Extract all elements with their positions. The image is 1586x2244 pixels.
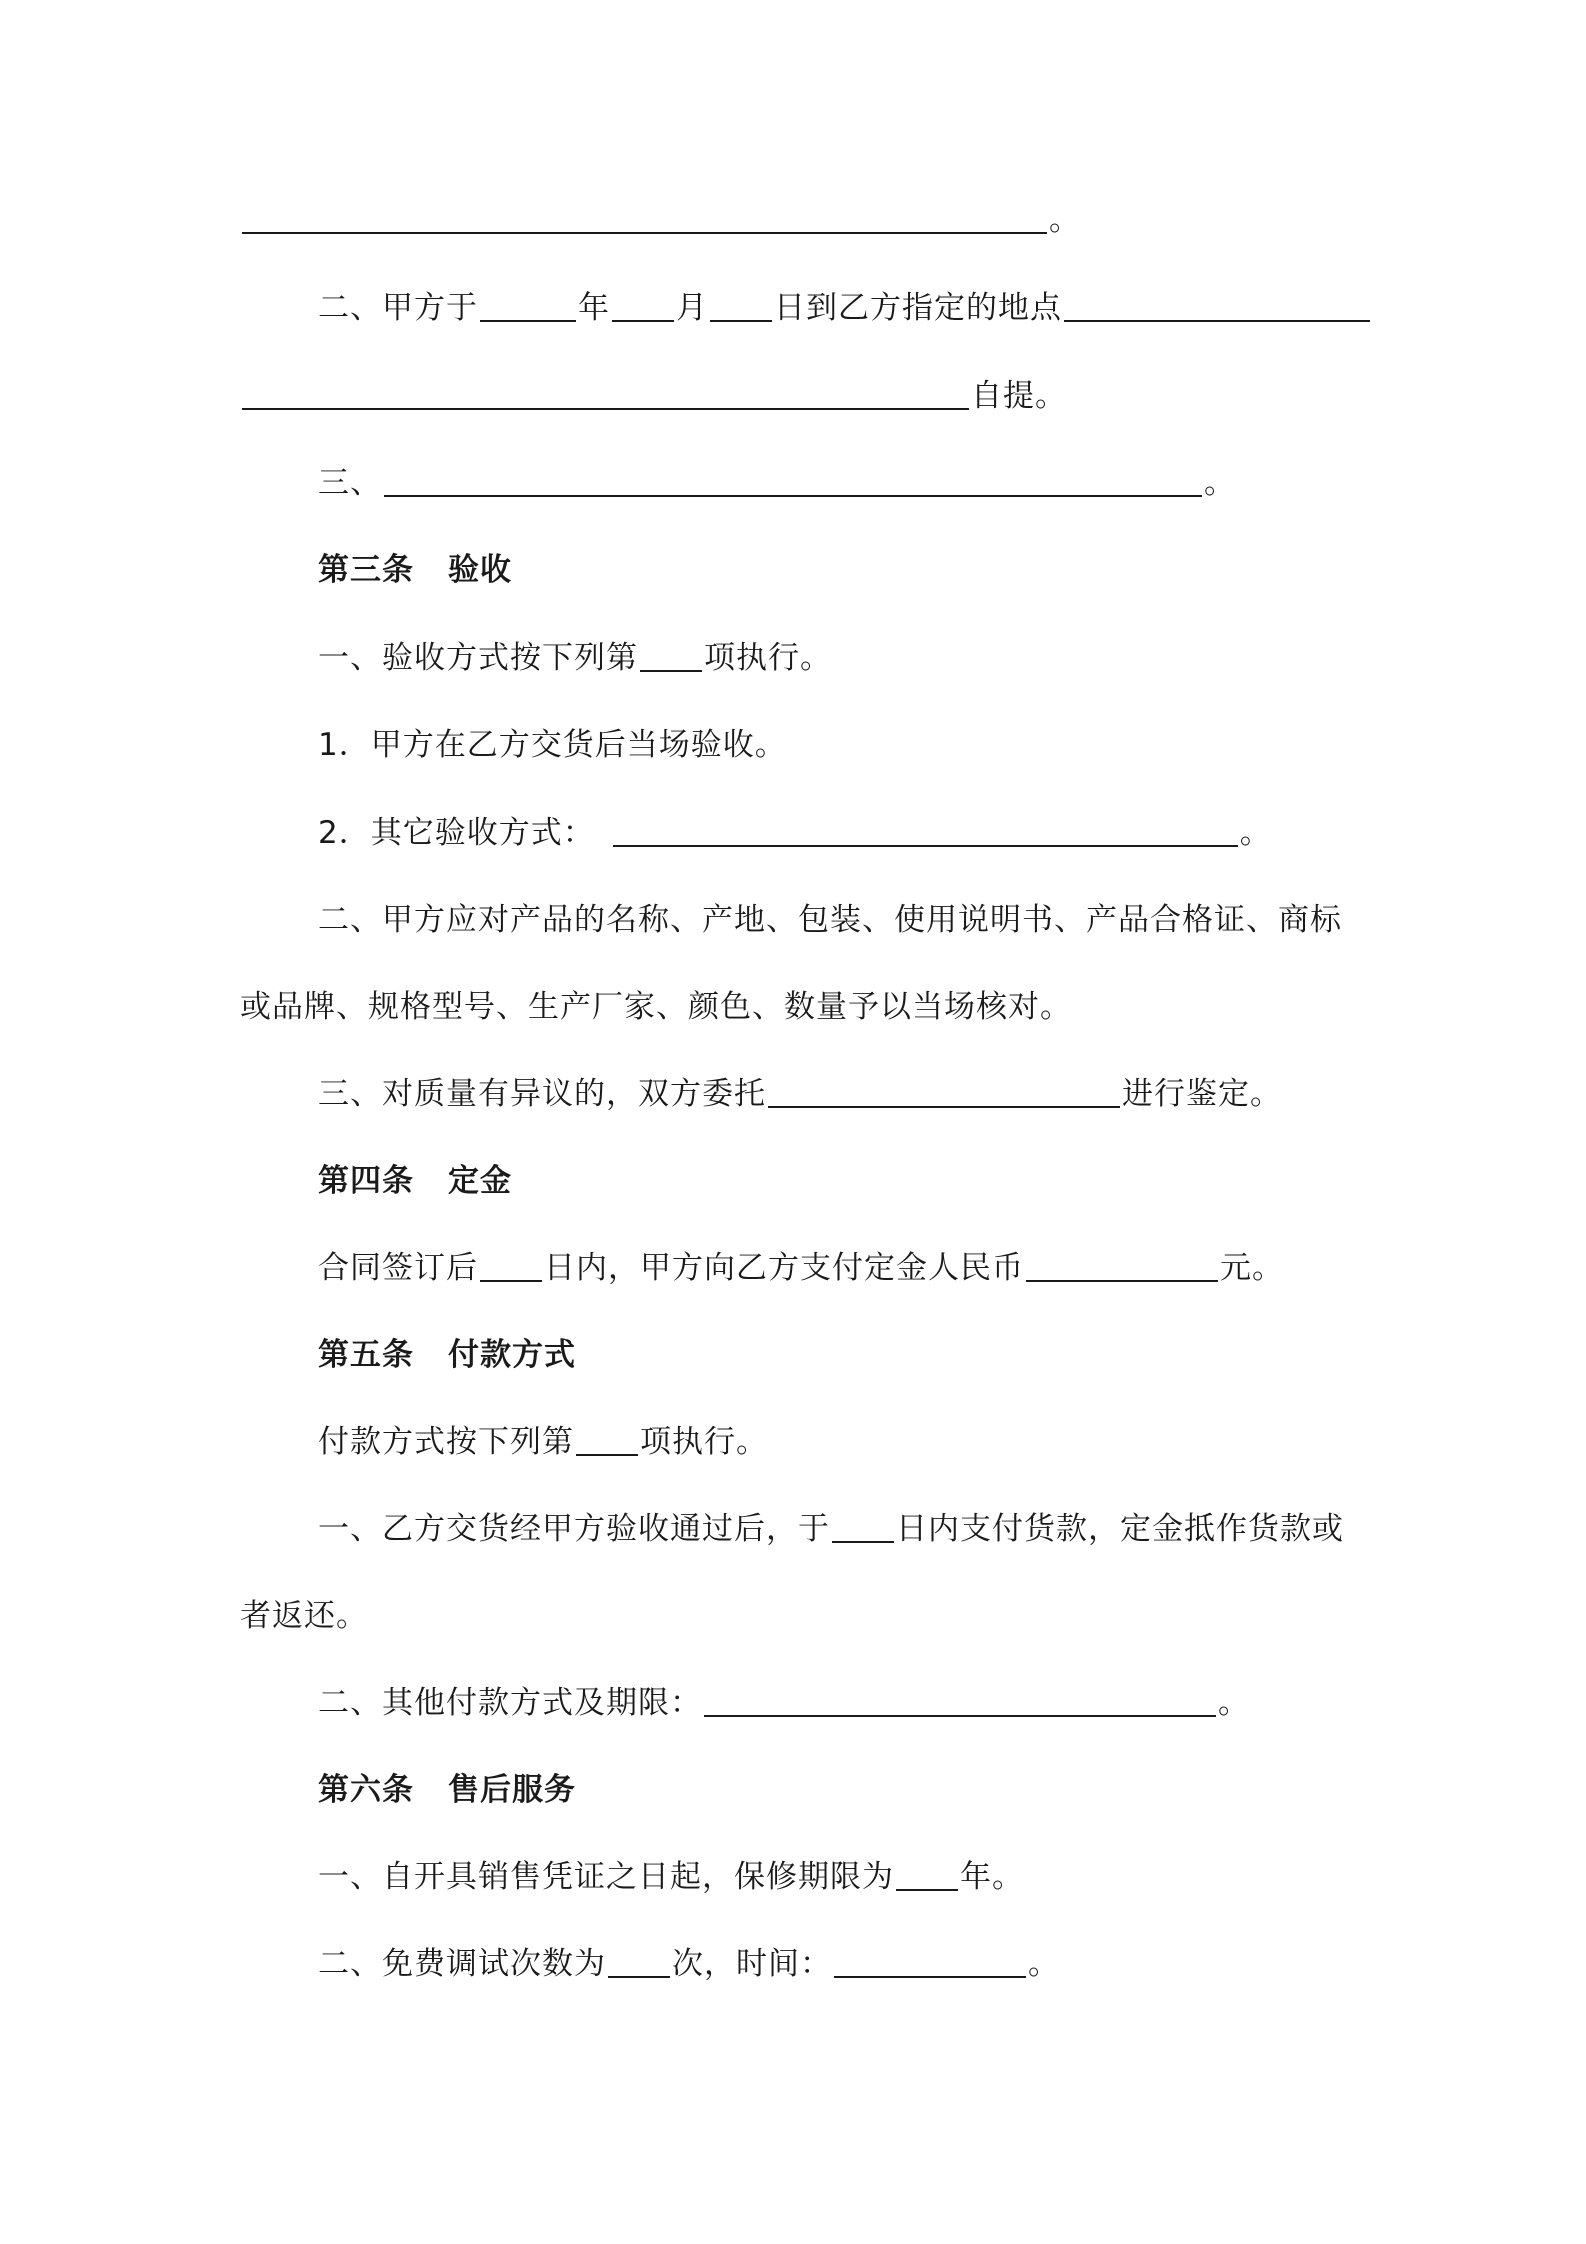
text: 一、自开具销售凭证之日起，保修期限为 (318, 1859, 894, 1895)
line-4 (0, 455, 1586, 503)
deposit-amount-blank[interactable] (1026, 1244, 1218, 1282)
text: 次，时间： (672, 1946, 832, 1982)
article-3-heading (0, 542, 1586, 590)
text: 三、对质量有异议的，双方委托 (318, 1076, 766, 1112)
line-3 (0, 368, 1586, 416)
article-title: 售后服务 (448, 1772, 576, 1808)
text: 1．甲方在乙方交货后当场验收。 (318, 727, 787, 763)
line-1 (0, 192, 1586, 240)
line-9 (0, 892, 1586, 940)
days-blank[interactable] (480, 1244, 542, 1282)
text: 者返还。 (240, 1598, 368, 1634)
line-16 (0, 1501, 1586, 1549)
text: 项执行。 (704, 640, 832, 676)
line-18 (0, 1675, 1586, 1723)
article-number: 第六条 (318, 1772, 414, 1808)
text: 日到乙方指定的地点 (774, 290, 1062, 326)
text: 二、免费调试次数为 (318, 1946, 606, 1982)
text: 日内支付货款，定金抵作货款或 (896, 1511, 1344, 1547)
article-number: 第五条 (318, 1337, 414, 1373)
location-blank[interactable] (1064, 284, 1370, 322)
article-title: 定金 (448, 1163, 512, 1199)
text: 一、乙方交货经甲方验收通过后，于 (318, 1511, 830, 1547)
text: 月 (676, 290, 708, 326)
text: 日内，甲方向乙方支付定金人民币 (544, 1250, 1024, 1286)
text: 。 (1049, 202, 1081, 238)
line-15 (0, 1414, 1586, 1462)
year-blank[interactable] (480, 284, 576, 322)
blank-field[interactable] (384, 459, 1202, 497)
item-number-blank[interactable] (640, 634, 702, 672)
line-6 (0, 630, 1586, 678)
line-17 (0, 1588, 1586, 1636)
appraiser-blank[interactable] (768, 1070, 1120, 1108)
text: 项执行。 (640, 1424, 768, 1460)
text: 。 (1218, 1685, 1250, 1721)
text: 年。 (960, 1859, 1024, 1895)
text: 二、甲方应对产品的名称、产地、包装、使用说明书、产品合格证、商标 (318, 902, 1342, 938)
article-number: 第四条 (318, 1163, 414, 1199)
blank-field[interactable] (242, 196, 1047, 234)
text: 合同签订后 (318, 1250, 478, 1286)
text: 二、其他付款方式及期限： (318, 1685, 702, 1721)
text: 。 (1239, 815, 1272, 851)
line-13 (0, 1240, 1586, 1288)
text: 或品牌、规格型号、生产厂家、颜色、数量予以当场核对。 (240, 989, 1072, 1025)
article-title: 验收 (448, 552, 512, 588)
article-6-heading (0, 1762, 1586, 1810)
article-number: 第三条 (318, 552, 414, 588)
adjustment-count-blank[interactable] (608, 1940, 670, 1978)
line-2 (0, 280, 1586, 328)
article-title: 付款方式 (448, 1337, 576, 1373)
warranty-years-blank[interactable] (896, 1853, 958, 1891)
text: 一、验收方式按下列第 (318, 640, 638, 676)
payment-terms-blank[interactable] (704, 1679, 1216, 1717)
text: 。 (1204, 465, 1236, 501)
line-11 (0, 1066, 1586, 1114)
text: 进行鉴定。 (1122, 1076, 1282, 1112)
text: 二、甲方于 (318, 290, 478, 326)
line-20 (0, 1849, 1586, 1897)
day-blank[interactable] (710, 284, 772, 322)
location-blank-cont[interactable] (242, 372, 969, 410)
text: 付款方式按下列第 (318, 1424, 574, 1460)
acceptance-method-blank[interactable] (613, 809, 1238, 847)
text: 年 (578, 290, 610, 326)
days-blank[interactable] (832, 1505, 894, 1543)
time-blank[interactable] (834, 1940, 1026, 1978)
item-number-blank[interactable] (576, 1418, 638, 1456)
line-21 (0, 1936, 1586, 1984)
text: 元。 (1220, 1250, 1284, 1286)
month-blank[interactable] (612, 284, 674, 322)
article-4-heading (0, 1153, 1586, 1201)
line-10 (0, 979, 1586, 1027)
text: 。 (1028, 1946, 1060, 1982)
article-5-heading (0, 1327, 1586, 1375)
line-7 (0, 717, 1586, 765)
text: 自提。 (971, 378, 1067, 414)
line-8 (0, 805, 1586, 853)
text: 三、 (318, 465, 382, 501)
text: 2．其它验收方式： (318, 815, 595, 851)
